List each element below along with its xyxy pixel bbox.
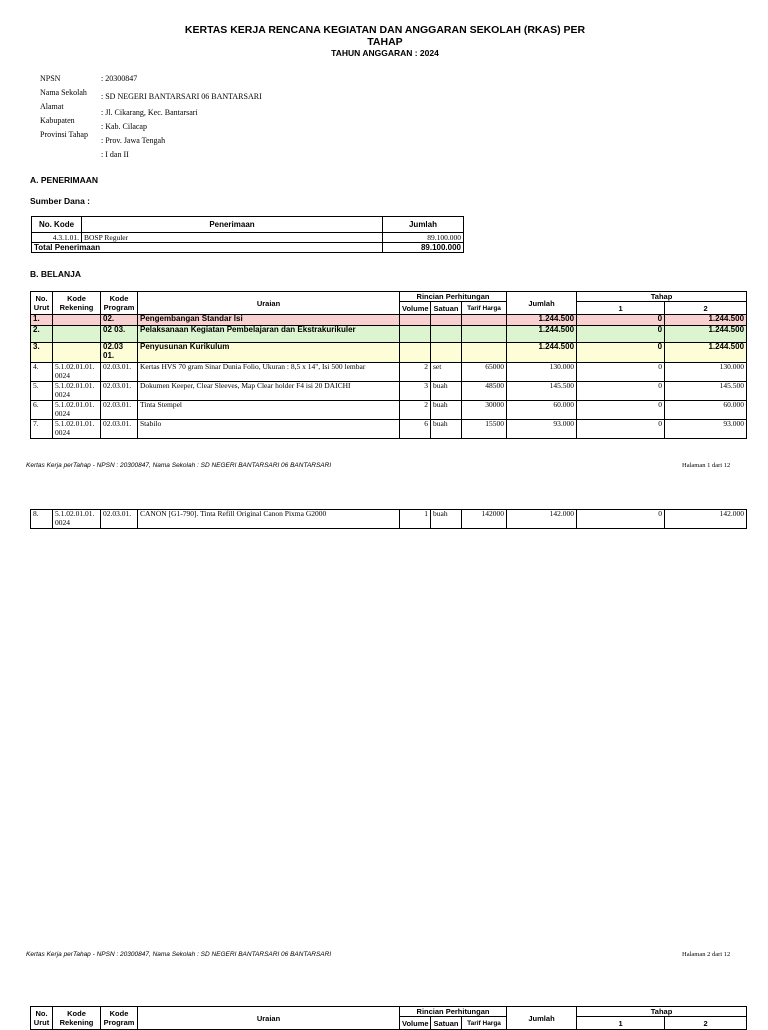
row-jumlah: 145.500 xyxy=(507,382,577,401)
row-kode-rekening: 5.1.02.01.01. 0024 xyxy=(53,510,101,529)
row-no: 3. xyxy=(31,343,53,363)
col-header-no-urut: No. Urut xyxy=(31,292,53,315)
row-jumlah: 93.000 xyxy=(507,420,577,439)
table-row xyxy=(31,363,747,382)
table-row xyxy=(32,233,464,243)
row-tarif: 142000 xyxy=(462,510,507,529)
col-header-kode-rekening: Kode Rekening xyxy=(53,1007,101,1030)
title-line-1: KERTAS KERJA RENCANA KEGIATAN DAN ANGGARAN SEKOLAH (RKAS) PER xyxy=(184,24,586,36)
row-uraian: Kertas HVS 70 gram Sinar Dunia Folio, Ukuran : 8,5 x 14", Isi 500 lembar xyxy=(138,363,400,382)
row-tahap-1: 0 xyxy=(577,326,665,343)
table-row xyxy=(31,510,747,529)
col-header-tarif: Tarif Harga xyxy=(462,302,507,315)
row-tarif: 30000 xyxy=(462,401,507,420)
info-label-nama-sekolah: Nama Sekolah xyxy=(40,88,87,97)
penerimaan-nama: BOSP Reguler xyxy=(82,233,383,243)
col-header-jumlah: Jumlah xyxy=(507,1007,577,1030)
belanja-header-row-1 xyxy=(31,1007,747,1017)
row-tahap-2: 1.244.500 xyxy=(665,326,747,343)
row-jumlah: 60.000 xyxy=(507,401,577,420)
sumber-dana-label: Sumber Dana : xyxy=(30,196,90,206)
row-kode-program: 02.03 01. xyxy=(101,343,138,363)
col-header-penerimaan: Penerimaan xyxy=(82,217,383,233)
col-header-rincian: Rincian Perhitungan xyxy=(400,1007,507,1017)
title-line-2: TAHAP xyxy=(367,36,403,48)
row-tahap-1: 0 xyxy=(577,420,665,439)
col-header-uraian: Uraian xyxy=(138,292,400,315)
footer-page-2: Kertas Kerja perTahap - NPSN : 20300847, Nama Sekolah : SD NEGERI BANTARSARI 06 BANTARSARI xyxy=(26,951,332,958)
info-label-npsn: NPSN xyxy=(40,74,61,83)
group-row-standar-isi xyxy=(31,315,747,326)
belanja-table xyxy=(30,291,747,439)
row-kode-program: 02.03.01. xyxy=(101,363,138,382)
row-kode-rekening: 5.1.02.01.01. 0024 xyxy=(53,363,101,382)
table-row xyxy=(31,420,747,439)
total-penerimaan-value: 89.100.000 xyxy=(383,243,464,253)
info-value-tahap: : I dan II xyxy=(101,150,129,159)
row-tahap-1: 0 xyxy=(577,315,665,326)
row-kode-program: 02 03. xyxy=(101,326,138,343)
page-number-1: Halaman 1 dari 12 xyxy=(682,462,731,469)
table-row xyxy=(31,382,747,401)
col-header-uraian: Uraian xyxy=(138,1007,400,1030)
col-header-kode-program: Kode Program xyxy=(101,292,138,315)
row-kode-program: 02.03.01. xyxy=(101,382,138,401)
row-satuan xyxy=(431,315,462,326)
row-jumlah: 1.244.500 xyxy=(507,326,577,343)
row-volume xyxy=(400,315,431,326)
row-uraian: Pelaksanaan Kegiatan Pembelajaran dan Ekstrakurikuler xyxy=(138,326,400,343)
penerimaan-header-row xyxy=(32,217,464,233)
row-satuan: buah xyxy=(431,510,462,529)
row-tahap-1: 0 xyxy=(577,382,665,401)
row-volume xyxy=(400,326,431,343)
col-header-tahap-1: 1 xyxy=(577,1017,665,1030)
row-tahap-1: 0 xyxy=(577,343,665,363)
row-jumlah: 1.244.500 xyxy=(507,315,577,326)
belanja-table-page-2 xyxy=(30,509,747,529)
row-no: 4. xyxy=(31,363,53,382)
row-jumlah: 130.000 xyxy=(507,363,577,382)
row-volume: 2 xyxy=(400,401,431,420)
row-tarif: 48500 xyxy=(462,382,507,401)
col-header-volume: Volume xyxy=(400,302,431,315)
row-tarif xyxy=(462,343,507,363)
row-tahap-1: 0 xyxy=(577,363,665,382)
info-value-alamat: : Jl. Cikarang, Kec. Bantarsari xyxy=(101,108,198,117)
row-jumlah: 1.244.500 xyxy=(507,343,577,363)
row-uraian: Tinta Stempel xyxy=(138,401,400,420)
col-header-jumlah: Jumlah xyxy=(383,217,464,233)
footer-page-1: Kertas Kerja perTahap - NPSN : 20300847, Nama Sekolah : SD NEGERI BANTARSARI 06 BANTARSARI xyxy=(26,462,332,469)
col-header-satuan: Satuan xyxy=(431,302,462,315)
info-value-provinsi: : Prov. Jawa Tengah xyxy=(101,136,166,145)
row-kode-rekening: 5.1.02.01.01. 0024 xyxy=(53,382,101,401)
row-uraian: Penyusunan Kurikulum xyxy=(138,343,400,363)
row-volume: 1 xyxy=(400,510,431,529)
group-row-penyusunan xyxy=(31,343,747,363)
row-no: 5. xyxy=(31,382,53,401)
info-value-npsn: : 20300847 xyxy=(101,74,138,83)
row-kode-program: 02.03.01. xyxy=(101,401,138,420)
penerimaan-jumlah: 89.100.000 xyxy=(383,233,464,243)
row-kode-program: 02.03.01. xyxy=(101,510,138,529)
row-kode-rekening: 5.1.02.01.01. 0024 xyxy=(53,401,101,420)
row-tahap-2: 130.000 xyxy=(665,363,747,382)
info-label-provinsi: Provinsi Tahap xyxy=(40,130,88,139)
info-label-kabupaten: Kabupaten xyxy=(40,116,75,125)
section-penerimaan: A. PENERIMAAN xyxy=(30,175,99,185)
col-header-tahap-2: 2 xyxy=(665,1017,747,1030)
row-tahap-2: 60.000 xyxy=(665,401,747,420)
row-kode-rekening xyxy=(53,326,101,343)
row-uraian: Pengembangan Standar Isi xyxy=(138,315,400,326)
row-uraian: Stabilo xyxy=(138,420,400,439)
row-satuan: buah xyxy=(431,382,462,401)
penerimaan-table xyxy=(31,216,464,253)
belanja-header-row-1 xyxy=(31,292,747,302)
row-no: 2. xyxy=(31,326,53,343)
col-header-kode-program: Kode Program xyxy=(101,1007,138,1030)
row-volume: 6 xyxy=(400,420,431,439)
row-tahap-1: 0 xyxy=(577,510,665,529)
col-header-tahap-2: 2 xyxy=(665,302,747,315)
row-volume xyxy=(400,343,431,363)
section-belanja: B. BELANJA xyxy=(30,269,82,279)
row-kode-rekening xyxy=(53,343,101,363)
row-no: 7. xyxy=(31,420,53,439)
penerimaan-total-row xyxy=(32,243,464,253)
total-penerimaan-label: Total Penerimaan xyxy=(32,243,383,253)
row-kode-program: 02. xyxy=(101,315,138,326)
row-satuan: buah xyxy=(431,420,462,439)
col-header-tahap: Tahap xyxy=(577,1007,747,1017)
col-header-kode-rekening: Kode Rekening xyxy=(53,292,101,315)
col-header-tahap: Tahap xyxy=(577,292,747,302)
document-title xyxy=(180,24,590,48)
row-satuan: set xyxy=(431,363,462,382)
group-row-pelaksanaan xyxy=(31,326,747,343)
belanja-table-page-3-header xyxy=(30,1006,747,1030)
col-header-no-urut: No. Urut xyxy=(31,1007,53,1030)
row-uraian: CANON [G1-790]. Tinta Refill Original Canon Pixma G2000 xyxy=(138,510,400,529)
row-tahap-2: 145.500 xyxy=(665,382,747,401)
row-tahap-2: 1.244.500 xyxy=(665,315,747,326)
row-satuan: buah xyxy=(431,401,462,420)
row-no: 1. xyxy=(31,315,53,326)
row-tarif: 15500 xyxy=(462,420,507,439)
row-satuan xyxy=(431,326,462,343)
col-header-jumlah: Jumlah xyxy=(507,292,577,315)
col-header-tarif: Tarif Harga xyxy=(462,1017,507,1030)
row-kode-rekening xyxy=(53,315,101,326)
row-tahap-2: 1.244.500 xyxy=(665,343,747,363)
row-tarif xyxy=(462,326,507,343)
row-tarif: 65000 xyxy=(462,363,507,382)
row-no: 6. xyxy=(31,401,53,420)
row-no: 8. xyxy=(31,510,53,529)
row-uraian: Dokumen Keeper, Clear Sleeves, Map Clear holder F4 isi 20 DAICHI xyxy=(138,382,400,401)
row-jumlah: 142.000 xyxy=(507,510,577,529)
info-value-nama-sekolah: : SD NEGERI BANTARSARI 06 BANTARSARI xyxy=(101,92,262,101)
row-tahap-1: 0 xyxy=(577,401,665,420)
info-label-alamat: Alamat xyxy=(40,102,64,111)
penerimaan-kode: 4.3.1.01. xyxy=(32,233,82,243)
col-header-rincian: Rincian Perhitungan xyxy=(400,292,507,302)
col-header-kode: No. Kode xyxy=(32,217,82,233)
col-header-tahap-1: 1 xyxy=(577,302,665,315)
document-subtitle: TAHUN ANGGARAN : 2024 xyxy=(331,48,439,58)
row-kode-program: 02.03.01. xyxy=(101,420,138,439)
table-row xyxy=(31,401,747,420)
row-kode-rekening: 5.1.02.01.01. 0024 xyxy=(53,420,101,439)
col-header-volume: Volume xyxy=(400,1017,431,1030)
info-value-kabupaten: : Kab. Cilacap xyxy=(101,122,147,131)
row-volume: 3 xyxy=(400,382,431,401)
row-satuan xyxy=(431,343,462,363)
row-tarif xyxy=(462,315,507,326)
col-header-satuan: Satuan xyxy=(431,1017,462,1030)
row-tahap-2: 93.000 xyxy=(665,420,747,439)
row-volume: 2 xyxy=(400,363,431,382)
page-number-2: Halaman 2 dari 12 xyxy=(682,951,731,958)
row-tahap-2: 142.000 xyxy=(665,510,747,529)
